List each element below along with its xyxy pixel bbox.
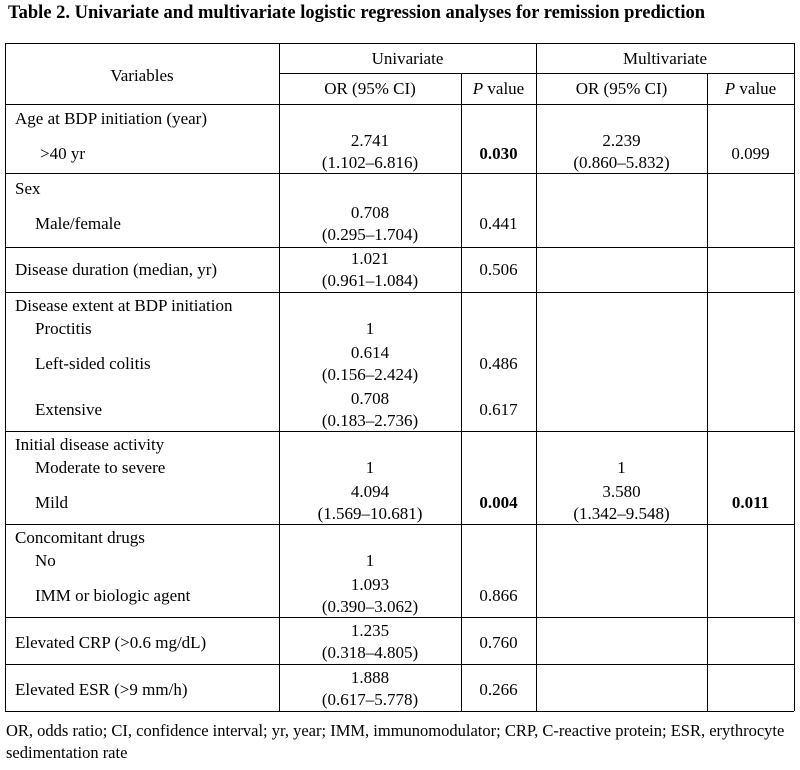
column-divider [707, 73, 708, 711]
row-sublabel-imm: IMM or biologic agent [35, 586, 191, 605]
row-sublabel-sex: Male/female [35, 214, 121, 233]
table-left-border [5, 43, 6, 711]
row-label-sex: Sex [15, 179, 41, 198]
row-sublabel-mild: Mild [35, 493, 69, 512]
header-multivariate: Multivariate [622, 49, 708, 68]
row-sublabel-moderate-severe: Moderate to severe [35, 458, 166, 477]
left-sided-univariate-ci: (0.156–2.424) [321, 365, 419, 384]
table-top-border [5, 43, 794, 44]
row-sublabel-extensive: Extensive [35, 400, 103, 419]
imm-univariate-or: 1.093 [350, 575, 390, 594]
table-right-border [794, 43, 795, 711]
sex-univariate-ci: (0.295–1.704) [321, 225, 419, 244]
age-univariate-ci: (1.102–6.816) [321, 153, 419, 172]
mild-univariate-or: 4.094 [350, 482, 390, 501]
extensive-univariate-p: 0.617 [479, 400, 518, 419]
mild-multivariate-ci: (1.342–9.548) [573, 504, 670, 523]
mild-univariate-p: 0.004 [479, 493, 518, 512]
row-label-extent: Disease extent at BDP initiation [15, 296, 233, 315]
row-sublabel-no: No [35, 551, 56, 570]
age-multivariate-or: 2.239 [602, 131, 641, 150]
duration-univariate-p: 0.506 [479, 260, 518, 279]
moderate-multivariate-or: 1 [617, 458, 626, 477]
proctitis-univariate-or: 1 [365, 319, 375, 338]
crp-univariate-ci: (0.318–4.805) [321, 643, 419, 662]
esr-univariate-or: 1.888 [350, 668, 390, 687]
age-univariate-p: 0.030 [479, 144, 518, 163]
age-multivariate-p: 0.099 [731, 144, 770, 163]
header-univariate-p-value: P value [472, 79, 525, 98]
table-bottom-border [5, 711, 794, 712]
extensive-univariate-or: 0.708 [350, 389, 390, 408]
duration-univariate-or: 1.021 [350, 249, 390, 268]
header-multivariate-or-ci: OR (95% CI) [575, 79, 668, 98]
header-univariate: Univariate [371, 49, 444, 68]
row-divider [5, 292, 794, 293]
imm-univariate-p: 0.866 [479, 586, 518, 605]
row-label-crp: Elevated CRP (>0.6 mg/dL) [15, 633, 207, 652]
header-univariate-or-ci: OR (95% CI) [324, 79, 416, 98]
age-univariate-or: 2.741 [350, 131, 390, 150]
extensive-univariate-ci: (0.183–2.736) [321, 411, 419, 430]
row-sublabel-age: >40 yr [40, 144, 85, 163]
row-divider [5, 664, 794, 665]
crp-univariate-p: 0.760 [479, 633, 518, 652]
mild-univariate-ci: (1.569–10.681) [317, 504, 423, 523]
no-univariate-or: 1 [365, 551, 375, 570]
age-multivariate-ci: (0.860–5.832) [573, 153, 670, 172]
esr-univariate-ci: (0.617–5.778) [321, 690, 419, 709]
row-label-duration: Disease duration (median, yr) [15, 260, 218, 279]
header-variables: Variables [110, 66, 174, 85]
imm-univariate-ci: (0.390–3.062) [321, 597, 419, 616]
moderate-univariate-or: 1 [365, 458, 375, 477]
row-sublabel-proctitis: Proctitis [35, 319, 92, 338]
header-multivariate-p-value: P value [724, 79, 777, 98]
row-label-drugs: Concomitant drugs [15, 528, 145, 547]
esr-univariate-p: 0.266 [479, 680, 518, 699]
column-divider [461, 73, 462, 711]
left-sided-univariate-p: 0.486 [479, 354, 518, 373]
mild-multivariate-or: 3.580 [602, 482, 641, 501]
row-sublabel-left-sided: Left-sided colitis [35, 354, 151, 373]
crp-univariate-or: 1.235 [350, 621, 390, 640]
mild-multivariate-p: 0.011 [731, 493, 770, 512]
sex-univariate-p: 0.441 [479, 214, 518, 233]
sex-univariate-or: 0.708 [350, 203, 390, 222]
table-title: Table 2. Univariate and multivariate logistic regression analyses for remission prediction [8, 3, 706, 23]
left-sided-univariate-or: 0.614 [350, 343, 390, 362]
duration-univariate-ci: (0.961–1.084) [321, 271, 419, 290]
row-label-esr: Elevated ESR (>9 mm/h) [15, 680, 188, 699]
header-bottom-border [5, 104, 794, 105]
row-label-activity: Initial disease activity [15, 435, 165, 454]
table-footnote: OR, odds ratio; CI, confidence interval; yr, year; IMM, immunomodulator; CRP, C-reactive protein; ESR, erythrocyte sedimentation rate [6, 721, 785, 762]
row-label-age: Age at BDP initiation (year) [15, 109, 207, 128]
